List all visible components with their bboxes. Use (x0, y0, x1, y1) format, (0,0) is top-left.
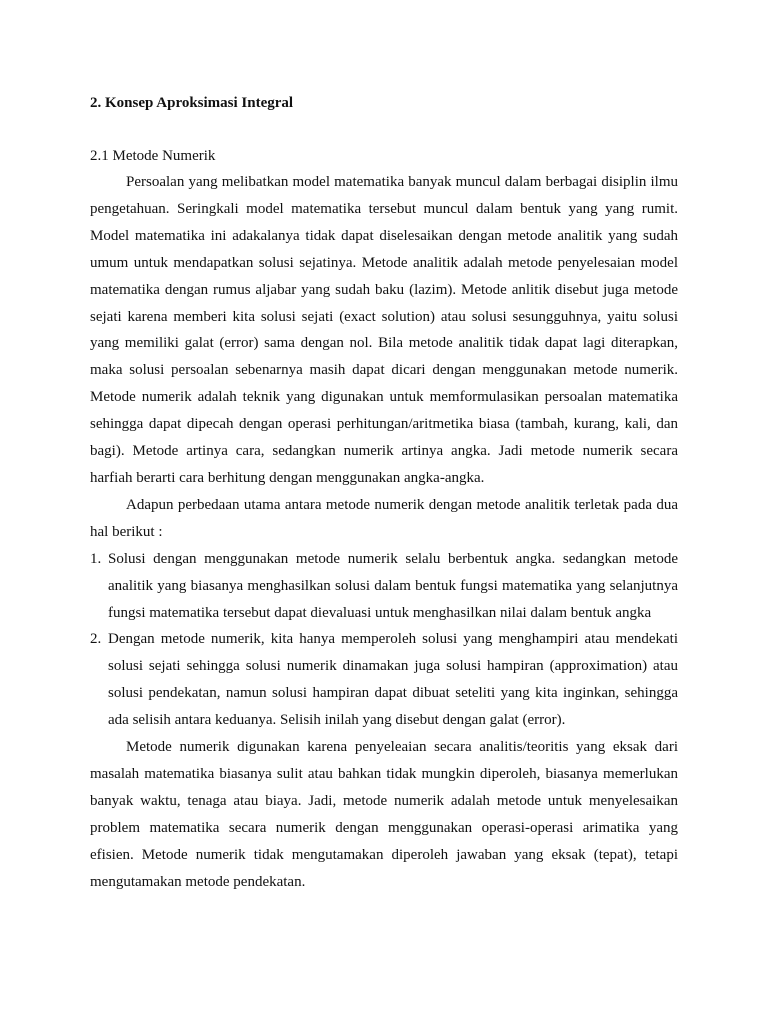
section-heading: 2.1 Metode Numerik (90, 148, 216, 164)
list-item-text: Solusi dengan menggunakan metode numerik selalu berbentuk angka. sedangkan metode analitik yang biasanya menghasilkan solusi dalam bentuk fungsi matematika yang selanjutnya fungsi matematika tersebut dapat dievaluasi untuk menghasilkan nilai dalam bentuk angka (108, 550, 678, 621)
paragraph-closing: Metode numerik digunakan karena penyeleaian secara analitis/teoritis yang eksak dari masalah matematika biasanya sulit atau bahkan tidak mungkin diperoleh, biasanya memerlukan banyak waktu, tenaga atau biaya. Jadi, metode numerik adalah metode untuk menyelesaikan problem matematika secara numerik dengan menggunakan operasi-operasi arimatika yang efisien. Metode numerik tidak mengutamakan diperoleh jawaban yang eksak (tepat), tetapi mengutamakan metode pendekatan. (90, 739, 678, 890)
document-title: 2. Konsep Aproksimasi Integral (90, 95, 294, 111)
document-page (90, 90, 678, 895)
differences-list (90, 546, 678, 734)
list-item-number: 2. (90, 631, 102, 648)
list-item-number: 1. (90, 550, 102, 567)
paragraph-differences: Adapun perbedaan utama antara metode numerik dengan metode analitik terletak pada dua hal berikut : (90, 496, 678, 540)
paragraph-intro: Persoalan yang melibatkan model matematika banyak muncul dalam berbagai disiplin ilmu pengetahuan. Seringkali model matematika tersebut muncul dalam bentuk yang yang rumit. Model matematika ini adakalanya tidak dapat diselesaikan dengan metode analitik yang sudah umum untuk mendapatkan solusi sejatinya. Metode analitik adalah metode penyelesaian model matematika dengan rumus aljabar yang sudah baku (lazim). Metode anlitik disebut juga metode sejati karena memberi kita solusi sejati (exact solution) atau solusi sesungguhnya, yaitu solusi yang memiliki galat (error) sama dengan nol. Bila metode analitik tidak dapat lagi diterapkan, maka solusi persoalan sebenarnya masih dapat dicari dengan menggunakan metode numerik. Metode numerik adalah teknik yang digunakan untuk memformulasikan persoalan matematika sehingga dapat dipecah dengan operasi perhitungan/aritmetika biasa (tambah, kurang, kali, dan bagi). Metode artinya cara, sedangkan numerik artinya angka. Jadi metode numerik secara harfiah berarti cara berhitung dengan menggunakan angka-angka. (90, 174, 678, 486)
list-item (90, 626, 678, 734)
list-item (90, 546, 678, 627)
list-item-text: Dengan metode numerik, kita hanya memperoleh solusi yang menghampiri atau mendekati solusi sejati sehingga solusi numerik dinamakan juga solusi hampiran (approximation) atau solusi pendekatan, namun solusi hampiran dapat dibuat seteliti yang kita inginkan, sehingga ada selisih antara keduanya. Selisih inilah yang disebut dengan galat (error). (108, 631, 678, 729)
